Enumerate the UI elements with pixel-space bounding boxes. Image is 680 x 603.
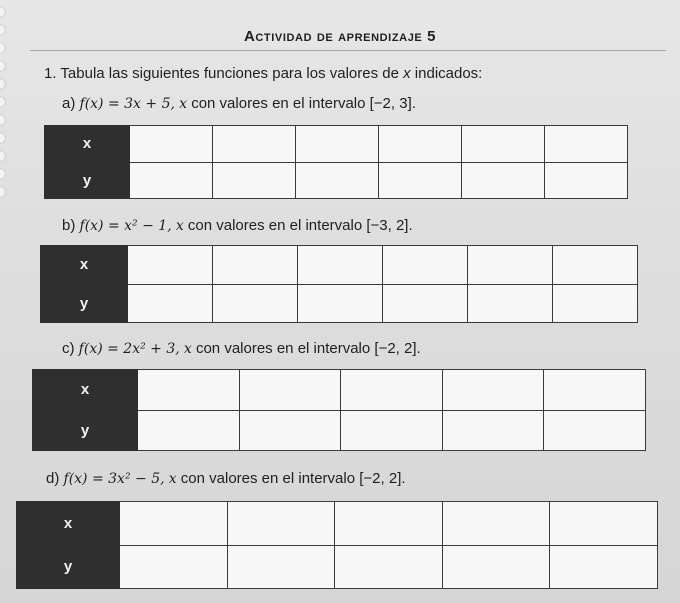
binding-hole <box>0 168 6 180</box>
table-cell[interactable] <box>545 126 628 163</box>
function-variable: x <box>168 471 177 487</box>
table-cell[interactable] <box>468 284 553 323</box>
interval-text: con valores en el intervalo [−3, 2]. <box>183 217 413 234</box>
table-b <box>40 245 638 323</box>
table-cell[interactable] <box>462 126 545 163</box>
table-cell[interactable] <box>138 370 240 411</box>
function-expression: f(x) = 3x² − 5, <box>63 471 165 487</box>
subitem-letter: a) <box>62 95 76 112</box>
table-cell[interactable] <box>550 545 658 589</box>
table-cell[interactable] <box>379 162 462 199</box>
table-cell[interactable] <box>462 162 545 199</box>
table-cell[interactable] <box>335 545 443 589</box>
row-header-x: x <box>45 126 130 163</box>
binding-holes <box>0 0 16 603</box>
table-cell[interactable] <box>544 370 646 411</box>
table-cell[interactable] <box>213 162 296 199</box>
table-cell[interactable] <box>120 502 228 546</box>
table-cell[interactable] <box>442 370 544 411</box>
binding-hole <box>0 114 6 126</box>
question-text-after: indicados: <box>410 65 483 82</box>
table-cell[interactable] <box>553 284 638 323</box>
table-a <box>44 125 628 199</box>
table-cell[interactable] <box>298 284 383 323</box>
subitem-letter: b) <box>62 217 76 234</box>
row-header-y: y <box>17 545 120 589</box>
table-d <box>16 501 658 589</box>
function-variable: x <box>183 341 192 357</box>
table-cell[interactable] <box>239 370 341 411</box>
table-cell[interactable] <box>138 410 240 451</box>
binding-hole <box>0 132 6 144</box>
table-cell[interactable] <box>227 502 335 546</box>
subitem-letter: c) <box>62 340 75 357</box>
table-cell[interactable] <box>128 284 213 323</box>
table-cell[interactable] <box>550 502 658 546</box>
table-cell[interactable] <box>239 410 341 451</box>
binding-hole <box>0 6 6 18</box>
subitem-b-label <box>62 217 413 234</box>
table-cell[interactable] <box>128 246 213 285</box>
table-cell[interactable] <box>442 545 550 589</box>
subitem-c-label <box>62 340 421 357</box>
table-cell[interactable] <box>296 162 379 199</box>
table-cell[interactable] <box>298 246 383 285</box>
subitem-letter: d) <box>46 470 60 487</box>
binding-hole <box>0 60 6 72</box>
function-variable: x <box>179 96 188 112</box>
table-cell[interactable] <box>341 370 443 411</box>
table-cell[interactable] <box>553 246 638 285</box>
question-text-before: Tabula las siguientes funciones para los valores de <box>60 65 404 82</box>
function-expression: f(x) = 3x + 5, <box>79 96 175 112</box>
table-cell[interactable] <box>468 246 553 285</box>
table-cell[interactable] <box>296 126 379 163</box>
table-cell[interactable] <box>545 162 628 199</box>
row-header-x: x <box>33 370 138 411</box>
question-number: 1. <box>44 65 57 82</box>
row-header-x: x <box>17 502 120 546</box>
row-header-y: y <box>45 162 130 199</box>
row-header-y: y <box>41 284 128 323</box>
interval-text: con valores en el intervalo [−2, 2]. <box>176 470 406 487</box>
table-cell[interactable] <box>544 410 646 451</box>
binding-hole <box>0 150 6 162</box>
binding-hole <box>0 186 6 198</box>
table-cell[interactable] <box>383 246 468 285</box>
table-cell[interactable] <box>335 502 443 546</box>
table-cell[interactable] <box>442 502 550 546</box>
binding-hole <box>0 96 6 108</box>
table-c <box>32 369 646 451</box>
table-cell[interactable] <box>120 545 228 589</box>
interval-text: con valores en el intervalo [−2, 3]. <box>187 95 416 112</box>
row-header-x: x <box>41 246 128 285</box>
table-cell[interactable] <box>213 246 298 285</box>
table-cell[interactable] <box>130 126 213 163</box>
interval-text: con valores en el intervalo [−2, 2]. <box>191 340 421 357</box>
table-cell[interactable] <box>227 545 335 589</box>
function-expression: f(x) = 2x² + 3, <box>78 341 180 357</box>
table-cell[interactable] <box>383 284 468 323</box>
table-cell[interactable] <box>341 410 443 451</box>
question-1 <box>44 65 482 82</box>
activity-title: Actividad de aprendizaje 5 <box>243 28 437 45</box>
table-cell[interactable] <box>379 126 462 163</box>
function-variable: x <box>175 218 184 234</box>
function-expression: f(x) = x² − 1, <box>79 218 172 234</box>
question-variable: x <box>403 65 411 82</box>
table-cell[interactable] <box>130 162 213 199</box>
binding-hole <box>0 78 6 90</box>
title-divider <box>30 50 666 51</box>
row-header-y: y <box>33 410 138 451</box>
subitem-d-label <box>46 470 406 487</box>
table-cell[interactable] <box>213 284 298 323</box>
table-cell[interactable] <box>213 126 296 163</box>
table-cell[interactable] <box>442 410 544 451</box>
subitem-a-label <box>62 95 416 112</box>
